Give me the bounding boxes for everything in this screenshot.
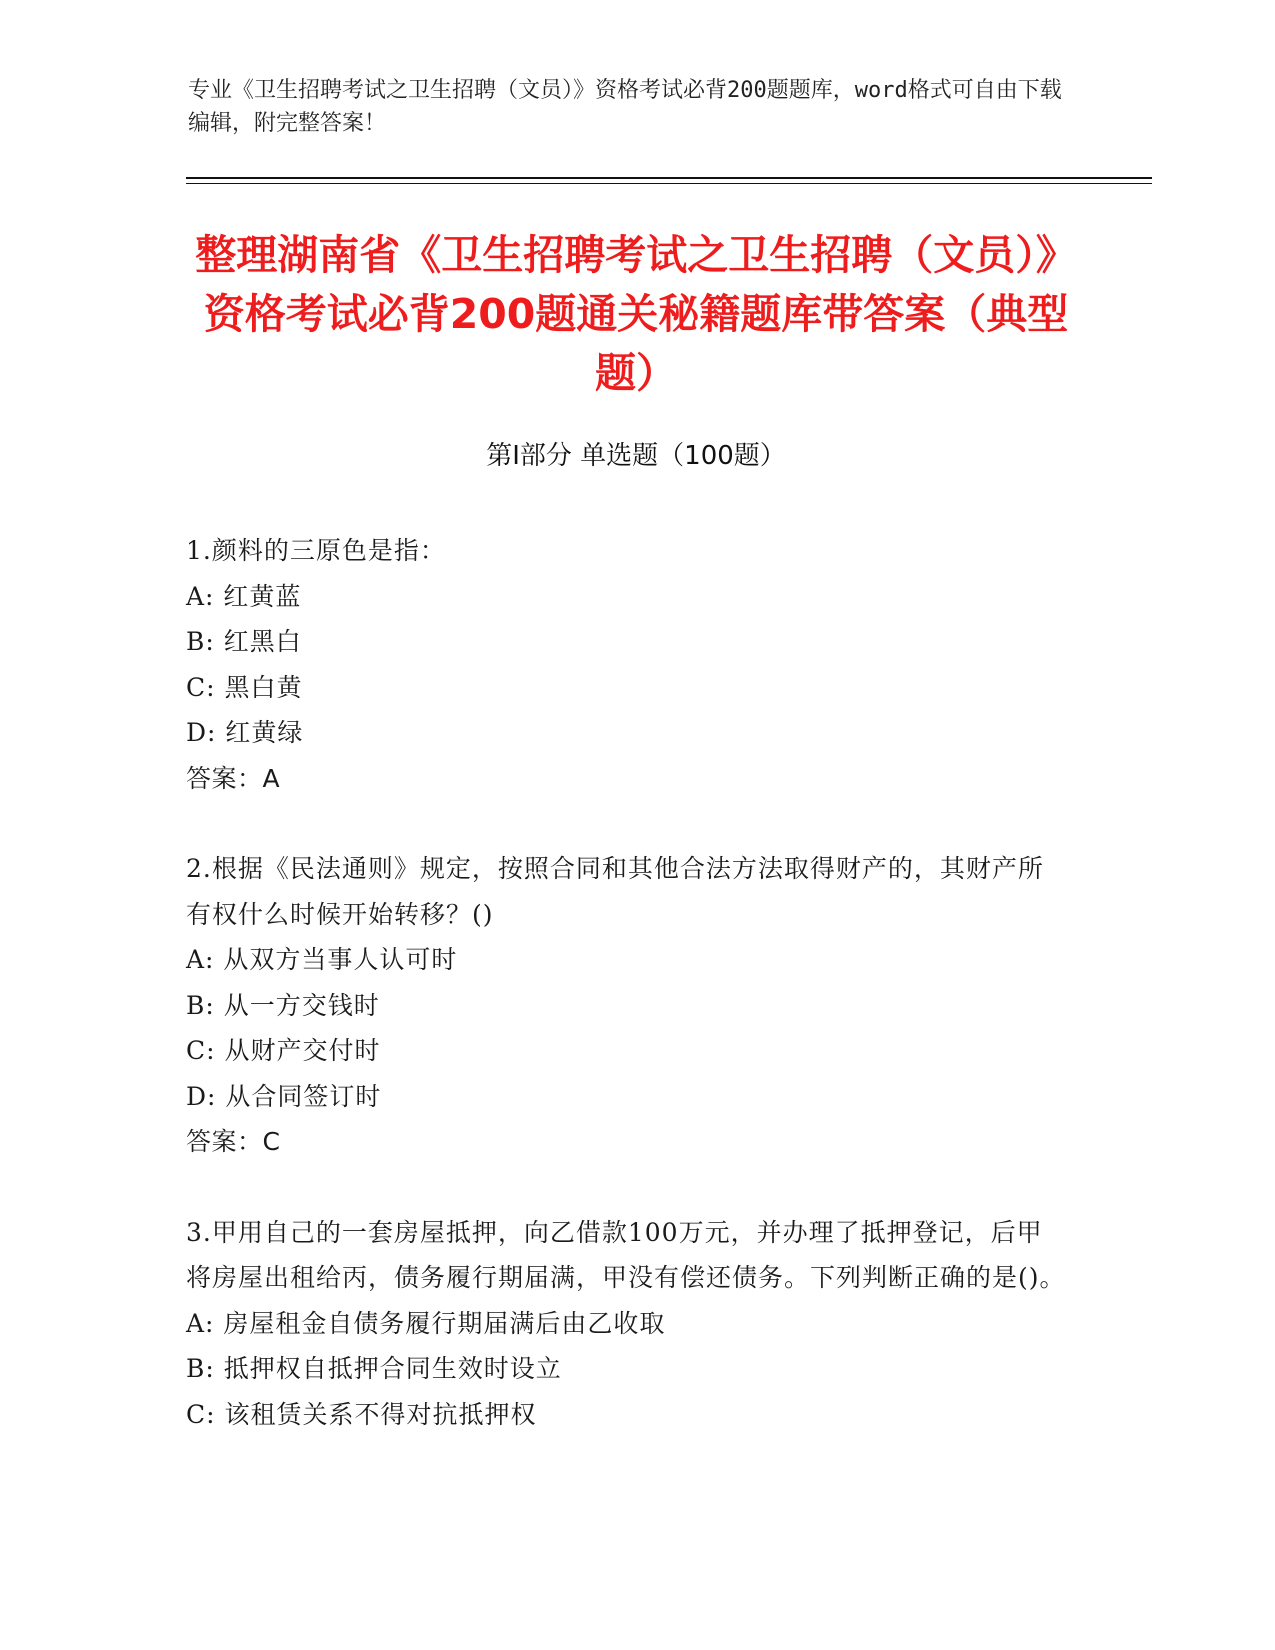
option-c: C: 该租赁关系不得对抗抵押权 — [186, 1399, 537, 1429]
option-b: B: 从一方交钱时 — [186, 990, 380, 1020]
header-divider-thick — [186, 177, 1152, 179]
question-1 — [186, 528, 1066, 801]
option-d: D: 从合同签订时 — [186, 1081, 382, 1111]
option-b: B: 红黑白 — [186, 627, 302, 656]
answer-line: 答案：A — [186, 763, 281, 793]
question-stem: 1.颜料的三原色是指： — [186, 536, 446, 565]
option-a: A: 从双方当事人认可时 — [186, 945, 458, 974]
header-divider-thin — [186, 183, 1152, 184]
question-3 — [186, 1210, 1066, 1438]
section-title: 第Ⅰ部分 单选题（100题） — [486, 441, 786, 471]
document-title: 整理湖南省《卫生招聘考试之卫生招聘（文员）》资格考试必背200题通关秘籍题库带答案（典型题） — [195, 231, 1077, 397]
question-2 — [186, 846, 1066, 1165]
option-c: C: 从财产交付时 — [186, 1036, 381, 1065]
option-b: B: 抵押权自抵押合同生效时设立 — [186, 1354, 562, 1383]
question-list — [186, 528, 1066, 1482]
question-stem: 3.甲用自己的一套房屋抵押，向乙借款100万元，并办理了抵押登记，后甲将房屋出租给丙，债务履行期届满，甲没有偿还债务。下列判断正确的是()。 — [186, 1217, 1066, 1292]
option-d: D: 红黄绿 — [186, 718, 304, 747]
question-stem: 2.根据《民法通则》规定，按照合同和其他合法方法取得财产的，其财产所有权什么时候开始转移？() — [186, 854, 1044, 929]
header-note: 专业《卫生招聘考试之卫生招聘（文员）》资格考试必背200题题库，word格式可自由下载编辑，附完整答案！ — [188, 78, 1062, 136]
option-c: C: 黑白黄 — [186, 672, 303, 702]
answer-line: 答案：C — [186, 1127, 281, 1156]
option-a: A: 红黄蓝 — [186, 581, 302, 611]
option-a: A: 房屋租金自债务履行期届满后由乙收取 — [186, 1308, 666, 1338]
